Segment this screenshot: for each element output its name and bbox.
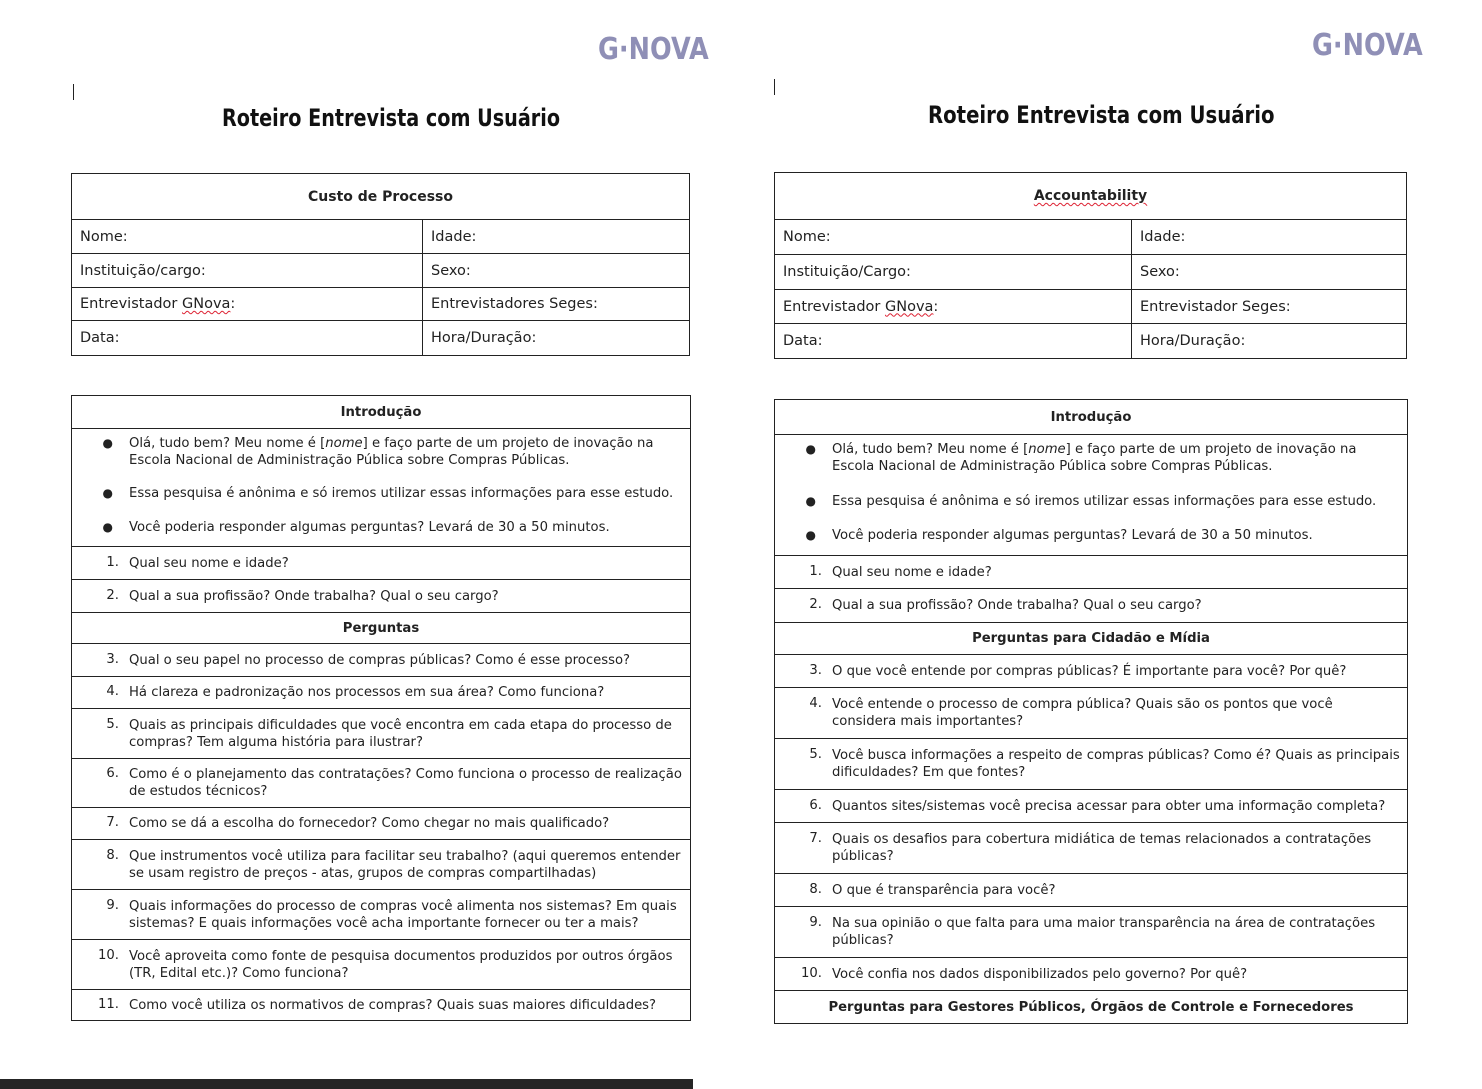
info-table-header: Accountability	[775, 173, 1407, 220]
page-title: Roteiro Entrevista com Usuário	[928, 101, 1275, 129]
bullet-icon: ●	[805, 494, 816, 508]
question-row: 9. Quais informações do processo de compras você alimenta nos sistemas? Em quais sistemas? E quais informações você acha importante fornecer ou ter a mais?	[72, 890, 691, 940]
bullet-icon: ●	[102, 520, 113, 534]
question-row: 9. Na sua opinião o que falta para uma maior transparência na área de contratações públicas?	[775, 907, 1408, 958]
field-time-label[interactable]: Hora/Duração:	[423, 321, 690, 356]
field-name-label[interactable]: Nome:	[775, 220, 1132, 255]
field-institution-label[interactable]: Instituição/cargo:	[72, 254, 423, 288]
gnova-logo: G·NOVA	[598, 32, 709, 67]
question-row: 7. Como se dá a escolha do fornecedor? Como chegar no mais qualificado?	[72, 808, 691, 840]
field-interviewers-seges-label[interactable]: Entrevistadores Seges:	[423, 288, 690, 321]
question-row: 2. Qual a sua profissão? Onde trabalha? Qual o seu cargo?	[72, 580, 691, 613]
question-row: 11. Como você utiliza os normativos de compras? Quais suas maiores dificuldades?	[72, 990, 691, 1021]
bullet-icon: ●	[102, 486, 113, 500]
intro-header: Introdução	[775, 400, 1408, 435]
questions-header: Perguntas para Cidadão e Mídia	[775, 623, 1408, 655]
field-name-label[interactable]: Nome:	[72, 220, 423, 254]
field-date-label[interactable]: Data:	[775, 324, 1132, 359]
question-row: 1. Qual seu nome e idade?	[72, 547, 691, 580]
field-interviewer-seges-label[interactable]: Entrevistador Seges:	[1132, 290, 1407, 324]
question-row: 10. Você aproveita como fonte de pesquisa documentos produzidos por outros órgãos (TR, Edital etc.)? Como funciona?	[72, 940, 691, 990]
text-cursor	[73, 84, 74, 100]
interview-info-table	[774, 172, 1407, 359]
questions-table	[71, 395, 691, 1021]
field-age-label[interactable]: Idade:	[1132, 220, 1407, 255]
question-row: 5. Você busca informações a respeito de compras públicas? Como é? Quais as principais dificuldades? Em que fontes?	[775, 739, 1408, 790]
bullet-icon: ●	[805, 442, 816, 456]
intro-bullets	[775, 435, 1408, 556]
field-interviewer-label[interactable]: Entrevistador GNova:	[775, 290, 1132, 324]
bottom-scrollbar[interactable]	[0, 1079, 693, 1089]
list-item: ● Você poderia responder algumas perguntas? Levará de 30 a 50 minutos.	[775, 527, 1401, 544]
question-row: 3. O que você entende por compras públicas? É importante para você? Por quê?	[775, 655, 1408, 688]
question-row: 8. Que instrumentos você utiliza para facilitar seu trabalho? (aqui queremos entender se usam registro de preços - atas, grupos de compras compartilhadas)	[72, 840, 691, 890]
field-sex-label[interactable]: Sexo:	[1132, 255, 1407, 290]
list-item: ● Você poderia responder algumas perguntas? Levará de 30 a 50 minutos.	[72, 519, 684, 536]
question-row: 4. Há clareza e padronização nos processos em sua área? Como funciona?	[72, 677, 691, 709]
questions-table	[774, 399, 1408, 1024]
question-row: 4. Você entende o processo de compra pública? Quais são os pontos que você considera mais importantes?	[775, 688, 1408, 739]
question-row: 10. Você confia nos dados disponibilizados pelo governo? Por quê?	[775, 958, 1408, 991]
field-interviewer-label[interactable]: Entrevistador GNova:	[72, 288, 423, 321]
list-item: ● Olá, tudo bem? Meu nome é [nome] e faço parte de um projeto de inovação na Escola Nacional de Administração Pública sobre Compras Públicas.	[72, 435, 684, 469]
question-row: 8. O que é transparência para você?	[775, 874, 1408, 907]
field-date-label[interactable]: Data:	[72, 321, 423, 356]
field-age-label[interactable]: Idade:	[423, 220, 690, 254]
intro-header: Introdução	[72, 396, 691, 429]
field-sex-label[interactable]: Sexo:	[423, 254, 690, 288]
question-row: 7. Quais os desafios para cobertura midiática de temas relacionados a contratações públicas?	[775, 823, 1408, 874]
question-row: 6. Como é o planejamento das contratações? Como funciona o processo de realização de estudos técnicos?	[72, 759, 691, 808]
footer-header: Perguntas para Gestores Públicos, Órgãos de Controle e Fornecedores	[775, 991, 1408, 1024]
document-page-right	[741, 0, 1482, 1089]
bullet-icon: ●	[102, 436, 113, 450]
field-time-label[interactable]: Hora/Duração:	[1132, 324, 1407, 359]
question-row: 1. Qual seu nome e idade?	[775, 556, 1408, 589]
field-institution-label[interactable]: Instituição/Cargo:	[775, 255, 1132, 290]
info-table-header: Custo de Processo	[72, 174, 690, 220]
gnova-logo: G·NOVA	[1312, 28, 1423, 63]
list-item: ● Essa pesquisa é anônima e só iremos utilizar essas informações para esse estudo.	[72, 485, 684, 502]
intro-bullets	[72, 429, 691, 547]
page-title: Roteiro Entrevista com Usuário	[222, 104, 561, 132]
question-row: 6. Quantos sites/sistemas você precisa acessar para obter uma informação completa?	[775, 790, 1408, 823]
question-row: 2. Qual a sua profissão? Onde trabalha? Qual o seu cargo?	[775, 589, 1408, 623]
question-row: 3. Qual o seu papel no processo de compras públicas? Como é esse processo?	[72, 644, 691, 677]
questions-header: Perguntas	[72, 613, 691, 644]
question-row: 5. Quais as principais dificuldades que você encontra em cada etapa do processo de compras? Tem alguma história para ilustrar?	[72, 709, 691, 759]
bullet-icon: ●	[805, 528, 816, 542]
list-item: ● Olá, tudo bem? Meu nome é [nome] e faço parte de um projeto de inovação na Escola Nacional de Administração Pública sobre Compras Públicas.	[775, 441, 1401, 475]
interview-info-table	[71, 173, 690, 356]
text-cursor	[774, 79, 775, 95]
list-item: ● Essa pesquisa é anônima e só iremos utilizar essas informações para esse estudo.	[775, 493, 1401, 510]
